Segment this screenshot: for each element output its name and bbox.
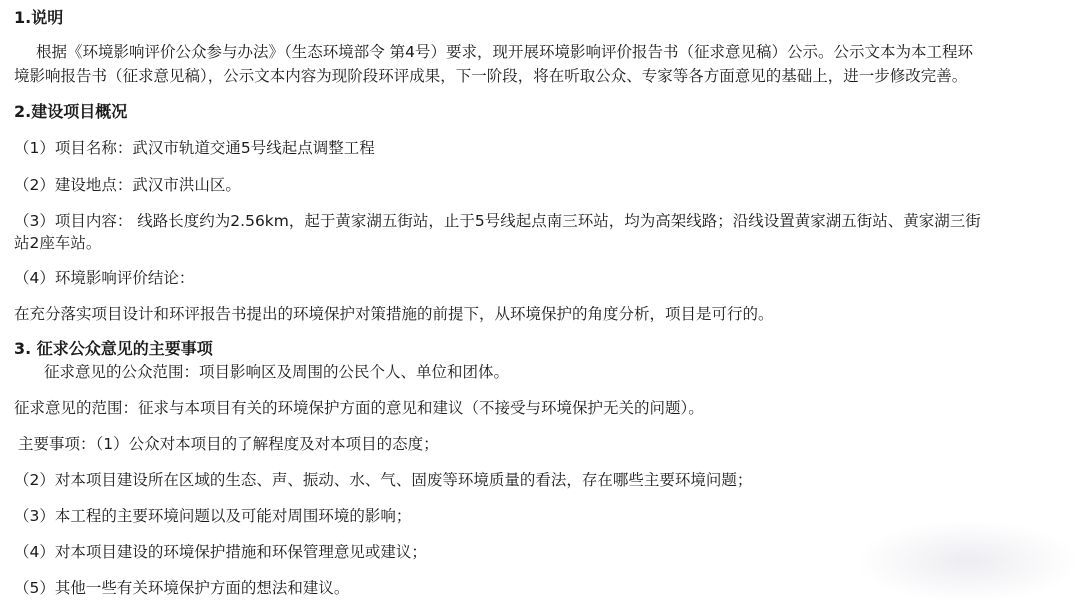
project-content-line1: （3）项目内容： 线路长度约为2.56km，起于黄家湖五街站，止于5号线起点南三环站，均为高架线路；沿线设置黄家湖五街站、黄家湖三街	[14, 212, 981, 230]
project-content-line2: 站2座车站。	[14, 234, 102, 252]
main-item-5: （5）其他一些有关环境保护方面的想法和建议。	[14, 579, 350, 597]
section1-paragraph-line1: 根据《环境影响评价公众参与办法》（生态环境部令 第4号）要求，现开展环境影响评价报告书（征求意见稿）公示。公示文本为本工程环	[36, 43, 974, 61]
main-item-3: （3）本工程的主要环境问题以及可能对周围环境的影响；	[14, 507, 412, 525]
eia-conclusion-label: （4）环境影响评价结论：	[14, 269, 195, 287]
section1-paragraph-line2: 境影响报告书（征求意见稿），公示文本内容为现阶段环评成果，下一阶段，将在听取公众、专家等各方面意见的基础上，进一步修改完善。	[14, 67, 968, 85]
section2-heading: 2.建设项目概况	[14, 102, 128, 121]
eia-conclusion-text: 在充分落实项目设计和环评报告书提出的环境保护对策措施的前提下，从环境保护的角度分析，项目是可行的。	[14, 305, 774, 323]
main-item-4: （4）对本项目建设的环境保护措施和环保管理意见或建议；	[14, 543, 427, 561]
background-glow	[855, 520, 1080, 603]
opinion-scope-text: 征求意见的范围：征求与本项目有关的环境保护方面的意见和建议（不接受与环境保护无关的问题）。	[14, 399, 704, 417]
main-item-2: （2）对本项目建设所在区域的生态、声、振动、水、气、固废等环境质量的看法，存在哪些主要环境问题；	[14, 471, 753, 489]
public-scope-text: 征求意见的公众范围：项目影响区及周围的公民个人、单位和团体。	[44, 363, 510, 381]
section1-heading: 1.说明	[14, 8, 64, 27]
project-location-item: （2）建设地点：武汉市洪山区。	[14, 176, 241, 194]
section3-heading: 3. 征求公众意见的主要事项	[14, 339, 213, 358]
main-items-text: 主要事项：（1）公众对本项目的了解程度及对本项目的态度；	[18, 435, 439, 453]
project-name-item: （1）项目名称：武汉市轨道交通5号线起点调整工程	[14, 139, 375, 157]
